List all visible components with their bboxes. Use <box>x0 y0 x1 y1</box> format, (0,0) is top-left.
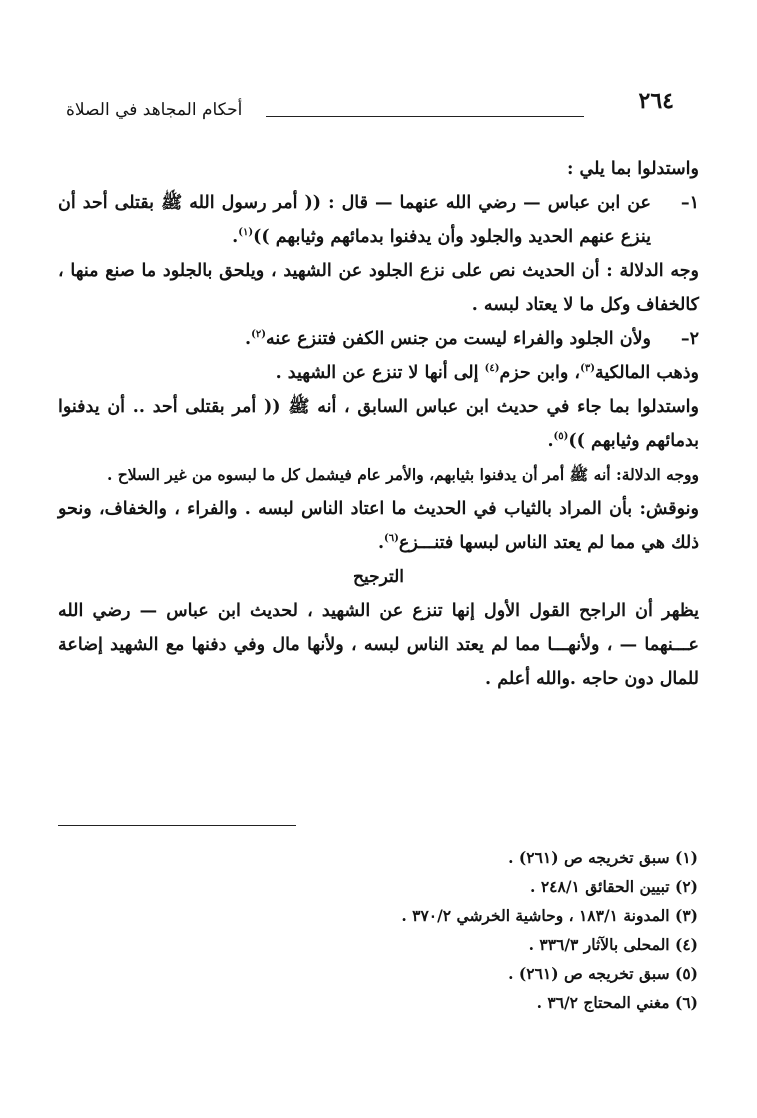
footnote-rule <box>58 825 296 826</box>
page-header <box>60 86 682 126</box>
item-text <box>58 322 651 356</box>
paragraph-malikiyya <box>58 356 699 390</box>
footnote-3: (٣) المدونة ١٨٣/١ ، وحاشية الخرشي ٣٧٠/٢ . <box>401 906 698 925</box>
footnote-6: (٦) مغني المحتاج ٣٦/٢ . <box>536 993 698 1012</box>
footnote-5: (٥) سبق تخريجه ص (٢٦١) . <box>508 964 698 983</box>
text-part: ، وابن حزم <box>499 363 581 383</box>
text-part: واستدلوا بما جاء في حديث ابن عباس السابق ، أنه ﷺ (( أمر بقتلى أحد .. أن يدفنوا بدمائهم وثيابهم )) <box>58 397 699 451</box>
footnote-ref-2[interactable]: (٢) <box>251 329 266 341</box>
running-title: أحكام المجاهد في الصلاة <box>66 100 243 120</box>
page-number: ٢٦٤ <box>638 88 674 114</box>
footnotes <box>58 843 698 1017</box>
intro-line: واستدلوا بما يلي : <box>567 159 699 179</box>
paragraph-wajh-dalala-1: وجه الدلالة : أن الحديث نص على نزع الجلود عن الشهيد ، ويلحق بالجلود ما صنع منها ، كالخفاف وكل ما لا يعتاد لبسه . <box>58 261 699 315</box>
footnote-ref-6[interactable]: (٦) <box>384 533 399 545</box>
footnote-ref-5[interactable]: (٥) <box>553 431 569 443</box>
footnote-ref-4[interactable]: (٤) <box>484 363 500 375</box>
hadith-text: عن ابن عباس — رضي الله عنهما — قال : (( أمر رسول الله ﷺ بقتلى أحد أن ينزع عنهم الحديد والجلود وأن يدفنوا بدمائهم وثيابهم )) <box>58 193 651 247</box>
text-part: . <box>377 533 385 553</box>
text-part: إلى أنها لا تنزع عن الشهيد . <box>275 363 485 383</box>
evidence-item-1 <box>58 186 699 254</box>
paragraph-nuqish <box>58 492 699 560</box>
item-end: . <box>245 329 252 349</box>
header-rule <box>266 116 584 117</box>
footnote-ref-1[interactable]: (١) <box>238 227 254 239</box>
paragraph-tarjih: يظهر أن الراجح القول الأول إنها تنزع عن الشهيد ، لحديث ابن عباس — رضي الله عـــنهما — ، ولأنهـــا مما لم يعتد الناس لبسه ، ولأنها مال وفي دفنها مع الشهيد إضاعة للمال دون حاجه .والله أعلم . <box>58 601 699 689</box>
text-part: . <box>547 431 554 451</box>
item-number: ١– <box>680 193 699 213</box>
text-part: وذهب المالكية <box>594 363 699 383</box>
item-end: . <box>232 227 239 247</box>
paragraph-wajh-dalala-2: ووجه الدلالة: أنه ﷺ أمر أن يدفنوا بثيابهم، والأمر عام فيشمل كل ما لبسوه من غير السلاح . <box>107 465 699 484</box>
section-heading-tarjih: الترجيح <box>352 567 405 587</box>
footnote-1: (١) سبق تخريجه ص (٢٦١) . <box>508 848 698 867</box>
item-text <box>58 186 651 254</box>
footnote-ref-3[interactable]: (٣) <box>580 363 595 375</box>
footnote-2: (٢) تبيين الحقائق ٢٤٨/١ . <box>530 877 698 896</box>
item-number: ٢– <box>680 329 699 349</box>
argument-text: ولأن الجلود والفراء ليست من جنس الكفن فتنزع عنه <box>265 329 651 349</box>
body-text <box>58 152 699 696</box>
paragraph-istadalu-2 <box>58 390 699 458</box>
text-part: ونوقش: بأن المراد بالثياب في الحديث ما اعتاد الناس لبسه . والفراء ، والخفاف، ونحو ذلك هي مما لم يعتد الناس لبسها فتنـــزع <box>58 499 699 553</box>
evidence-item-2 <box>58 322 699 356</box>
footnote-4: (٤) المحلى بالآثار ٣٣٦/٣ . <box>528 935 698 954</box>
